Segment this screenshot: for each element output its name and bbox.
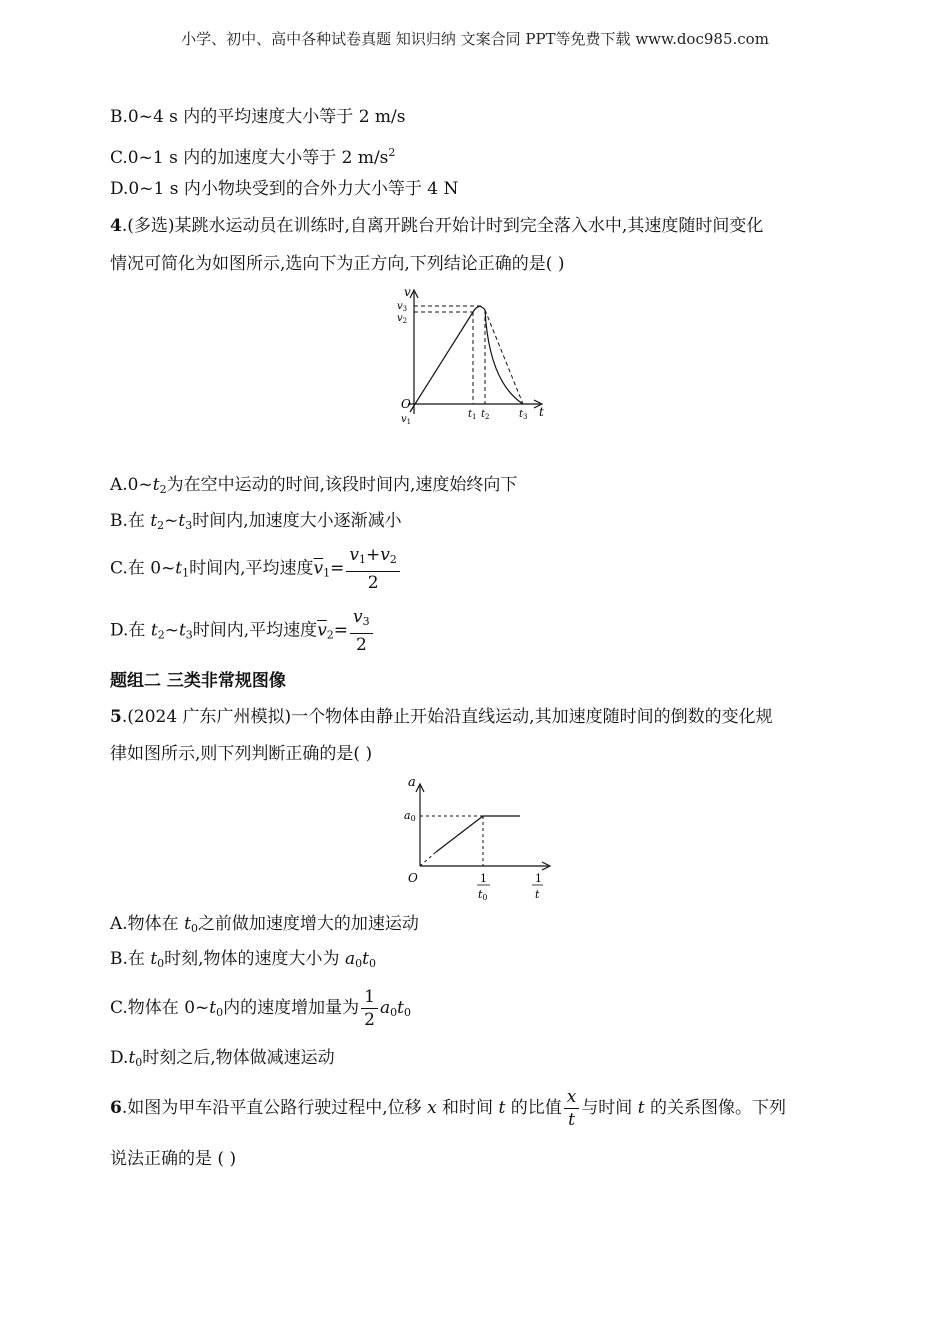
- q3-option-b: B.0~4 s 内的平均速度大小等于 2 m/s: [110, 107, 406, 127]
- q4-option-b: B.在 $t_2\sim t_3$时间内,加速度大小逐渐减小: [110, 511, 402, 532]
- q6-stem-line2: 说法正确的是 ( ): [110, 1149, 237, 1169]
- q5-origin-label: O: [408, 871, 418, 885]
- q3-option-c: C.0~1 s 内的加速度大小等于 2 $m/s^2$: [110, 146, 396, 168]
- q5-mark-num: 1: [480, 872, 487, 885]
- q4-origin-label: O: [401, 397, 411, 411]
- q5-axis-a-label: a: [408, 775, 416, 790]
- q5-mark-den: t0: [478, 888, 488, 902]
- q5-stem-line1: 5.(2024 广东广州模拟)一个物体由静止开始沿直线运动,其加速度随时间的倒数的变化规: [110, 707, 773, 727]
- q5-label-a0: a0: [404, 809, 416, 823]
- q5-stem-line2: 律如图所示,则下列判断正确的是( ): [110, 744, 373, 764]
- q4-label-v2: $v_2$: [397, 313, 408, 325]
- page-header: 小学、初中、高中各种试卷真题 知识归纳 文案合同 PPT等免费下载 www.doc985.com: [181, 30, 769, 48]
- q5-acceleration-graph: [400, 772, 560, 904]
- q5-option-c: C.物体在 $0\sim t_0$内的速度增加量为 $\frac{1}{2}$ $a_0t_0$: [110, 987, 411, 1030]
- q4-stem-line2: 情况可简化为如图所示,选向下为正方向,下列结论正确的是( ): [110, 254, 565, 274]
- q5-option-b: B.在 $t_0$时刻,物体的速度大小为 $a_0t_0$: [110, 949, 376, 970]
- q4-axis-v-label: v: [404, 285, 411, 299]
- q4-label-v1: $v_1$: [401, 414, 412, 426]
- section-title: 题组二 三类非常规图像: [110, 671, 286, 691]
- q4-label-t1: $t_1$: [468, 409, 477, 421]
- q4-stem-line1: 4.(多选)某跳水运动员在训练时,自离开跳台开始计时到完全落入水中,其速度随时间变化: [110, 216, 764, 236]
- q6-x-over-t-fraction: $\frac{x}{t}$: [564, 1086, 580, 1131]
- q5-option-c-fraction: $\frac{1}{2}$: [361, 986, 378, 1031]
- q4-label-t2: $t_2$: [481, 409, 490, 421]
- q4-option-c: C.在 $0\sim t_1$时间内,平均速度$\overline{v}_1=$ $\frac{v_1+v_2}{2}$: [110, 544, 402, 596]
- q4-label-t3: $t_3$: [519, 409, 528, 421]
- q4-velocity-time-graph: [390, 282, 560, 430]
- q5-option-d: $D.t_0$时刻之后,物体做减速运动: [110, 1048, 335, 1069]
- q6-stem-line1: 6.如图为甲车沿平直公路行驶过程中,位移 x 和时间 t 的比值 $\frac{x}{t}$ 与时间 t 的关系图像。下列: [110, 1087, 786, 1130]
- q4-option-d-fraction: $\frac{v_3}{2}$: [350, 606, 373, 656]
- q5-option-a: A.物体在 $t_0$之前做加速度增大的加速运动: [110, 914, 419, 935]
- q4-axis-t-label: t: [539, 405, 544, 419]
- q4-option-d: D.在 $t_2\sim t_3$时间内,平均速度$\overline{v}_2=$ $\frac{v_3}{2}$: [110, 606, 375, 658]
- q5-x-num: 1: [535, 872, 542, 885]
- q3-option-d: D.0~1 s 内小物块受到的合外力大小等于 4 N: [110, 179, 459, 199]
- q4-option-a: $A.0\sim t_2$为在空中运动的时间,该段时间内,速度始终向下: [110, 475, 518, 496]
- q4-option-c-fraction: $\frac{v_1+v_2}{2}$: [346, 544, 399, 594]
- q5-x-den: t: [535, 888, 540, 901]
- q4-label-v3: $v_3$: [397, 301, 408, 313]
